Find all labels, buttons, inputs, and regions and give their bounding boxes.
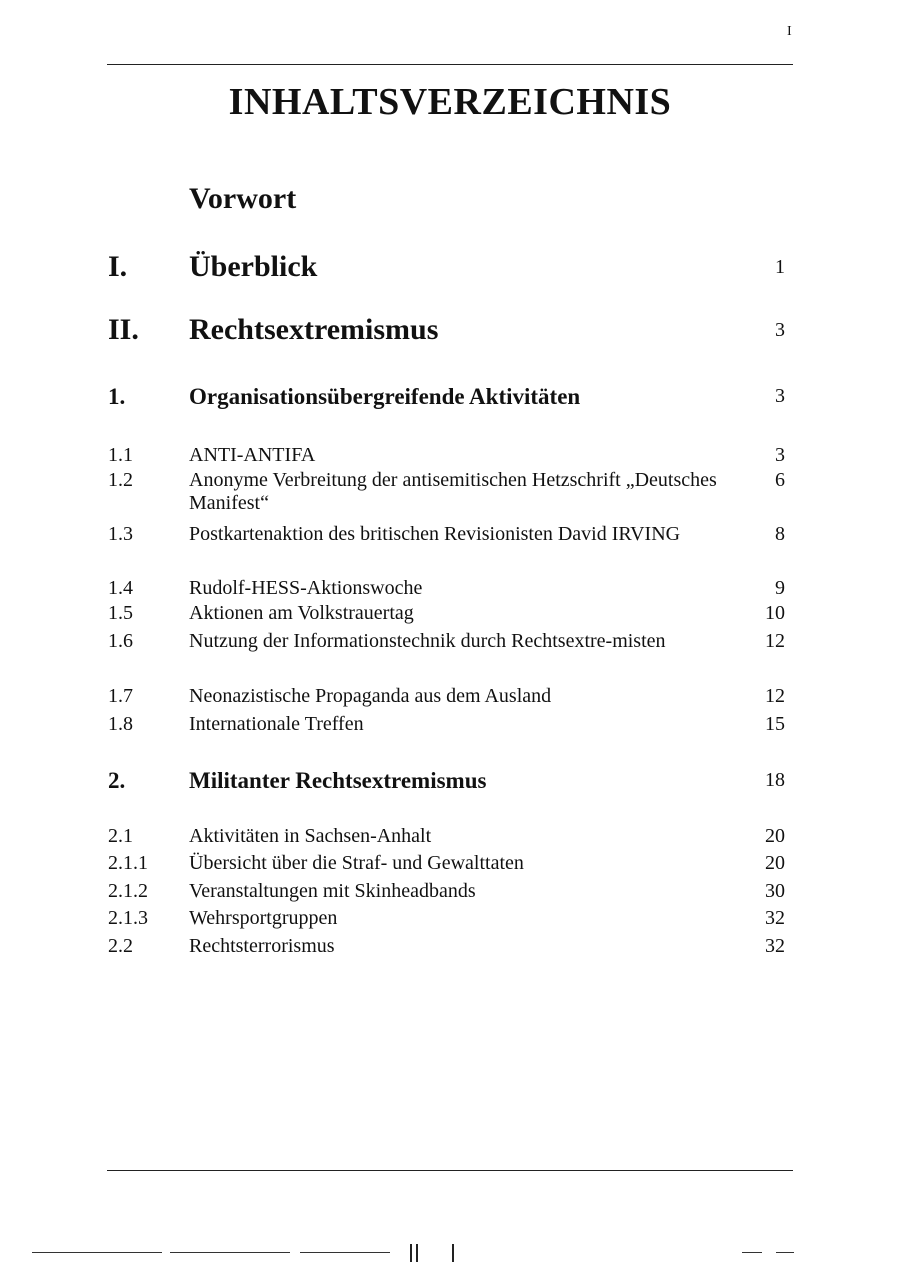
toc-entry-title: Rechtsterrorismus bbox=[189, 935, 335, 957]
toc-entry-title: ANTI-ANTIFA bbox=[189, 444, 316, 466]
toc-entry-page: 20 bbox=[765, 852, 785, 874]
toc-entry-number: 1.5 bbox=[108, 602, 133, 624]
toc-entry-page: 8 bbox=[775, 523, 785, 545]
toc-entry-page: 6 bbox=[775, 469, 785, 491]
page-title: INHALTSVERZEICHNIS bbox=[228, 81, 672, 123]
toc-entry-number: 1. bbox=[108, 384, 126, 409]
toc-entry-number: I. bbox=[108, 250, 128, 283]
toc-entry-number: 1.4 bbox=[108, 577, 133, 599]
toc-entry-page: 3 bbox=[775, 385, 785, 407]
toc-entry-page: 3 bbox=[775, 444, 785, 466]
toc-entry-title: Aktivitäten in Sachsen-Anhalt bbox=[189, 825, 432, 847]
toc-entry-number: 2.1.2 bbox=[108, 880, 148, 902]
toc-entry-title: Wehrsportgruppen bbox=[189, 907, 338, 929]
toc-entry-title: Veranstaltungen mit Skinheadbands bbox=[189, 880, 476, 902]
toc-entry-title: Nutzung der Informationstechnik durch Rechtsextre-misten bbox=[189, 630, 666, 652]
top-rule bbox=[107, 64, 793, 65]
toc-entry-title: Postkartenaktion des britischen Revisionisten David IRVING bbox=[189, 523, 681, 545]
footer-scan-marks bbox=[0, 1252, 900, 1272]
toc-entry-title: Neonazistische Propaganda aus dem Ausland bbox=[189, 685, 552, 707]
toc-entry-page: 12 bbox=[765, 685, 785, 707]
toc-entry-page: 30 bbox=[765, 880, 785, 902]
toc-entry-title: Aktionen am Volkstrauertag bbox=[189, 602, 414, 624]
toc-entry-page: 20 bbox=[765, 825, 785, 847]
toc-entry-title: Rudolf-HESS-Aktionswoche bbox=[189, 577, 423, 599]
toc-entry-number: 2.1.1 bbox=[108, 852, 148, 874]
toc-entry-title: Übersicht über die Straf- und Gewalttaten bbox=[189, 852, 524, 874]
toc-entry-title: Rechtsextremismus bbox=[189, 313, 439, 346]
toc-entry-number: 1.7 bbox=[108, 685, 133, 707]
toc-entry-page: 3 bbox=[775, 319, 785, 341]
toc-entry-title: Internationale Treffen bbox=[189, 713, 364, 735]
toc-entry-page: 32 bbox=[765, 907, 785, 929]
toc-entry-title: Anonyme Verbreitung der antisemitischen Hetzschrift „Deutsches Manifest“ bbox=[189, 469, 717, 514]
toc-entry-number: 1.2 bbox=[108, 469, 133, 491]
toc-entry-page: 9 bbox=[775, 577, 785, 599]
toc-entry-number: 2. bbox=[108, 768, 126, 793]
toc-entry-page: 18 bbox=[765, 769, 785, 791]
toc-entry-number: 1.3 bbox=[108, 523, 133, 545]
toc-entry-number: 2.1.3 bbox=[108, 907, 148, 929]
toc-entry-page: 1 bbox=[775, 256, 785, 278]
toc-entry-number: 2.1 bbox=[108, 825, 133, 847]
toc-entry-title: Militanter Rechtsextremismus bbox=[189, 768, 487, 793]
toc-entry-title: Organisationsübergreifende Aktivitäten bbox=[189, 384, 581, 409]
corner-mark: I bbox=[787, 24, 792, 39]
toc-entry-number: 1.1 bbox=[108, 444, 133, 466]
toc-entry-title: Vorwort bbox=[189, 182, 297, 215]
toc-entry-number: 1.8 bbox=[108, 713, 133, 735]
toc-entry-page: 15 bbox=[765, 713, 785, 735]
bottom-rule bbox=[107, 1170, 793, 1171]
toc-entry-number: 1.6 bbox=[108, 630, 133, 652]
toc-entry-number: 2.2 bbox=[108, 935, 133, 957]
toc-entry-page: 32 bbox=[765, 935, 785, 957]
toc-entry-page: 10 bbox=[765, 602, 785, 624]
toc-entry-title: Überblick bbox=[189, 250, 318, 283]
toc-entry-page: 12 bbox=[765, 630, 785, 652]
toc-entry-number: II. bbox=[108, 313, 139, 346]
